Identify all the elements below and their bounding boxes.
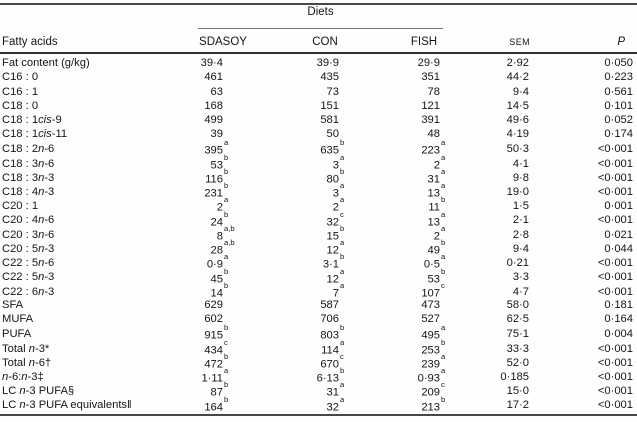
significance-superscript: a bbox=[340, 280, 345, 290]
table-row bbox=[0, 152, 637, 172]
column-header-fatty-acids: Fatty acids bbox=[2, 35, 58, 48]
significance-superscript: a bbox=[340, 394, 345, 404]
significance-superscript: b bbox=[224, 209, 229, 219]
value-p: 0·050 bbox=[604, 57, 633, 70]
significance-superscript: a bbox=[224, 138, 229, 148]
value-sdasoy: 602 bbox=[204, 313, 223, 326]
value-sdasoy: 116$^b$ bbox=[192, 170, 235, 186]
value-fish: 495$^a$ bbox=[351, 326, 452, 342]
row-label: n-6:n-3‡ bbox=[2, 371, 44, 384]
value-fish: 223$^a$ bbox=[351, 141, 452, 157]
value-fish: $0\cdot 5^a$ bbox=[351, 255, 452, 271]
value-p: <0·001 bbox=[597, 271, 633, 284]
significance-superscript: a bbox=[441, 351, 446, 361]
value-sdasoy: 231$^b$ bbox=[192, 184, 235, 200]
table-header-rule bbox=[0, 52, 637, 54]
value-fish: 13$^a$ bbox=[351, 184, 452, 200]
significance-superscript: a bbox=[340, 181, 345, 191]
row-label: C22 : 5n-6 bbox=[2, 257, 55, 270]
value-sem: 62·5 bbox=[506, 313, 529, 326]
value-sdasoy: 395$^a$ bbox=[192, 141, 235, 157]
table-row bbox=[0, 394, 637, 414]
value-p: <0·001 bbox=[597, 342, 633, 355]
table-bottom-rule bbox=[0, 414, 637, 416]
value-p: <0·001 bbox=[597, 257, 633, 270]
value-sdasoy: 434$^c$ bbox=[192, 341, 235, 357]
value-sdasoy: 63 bbox=[210, 85, 223, 98]
table-top-rule bbox=[0, 3, 637, 5]
significance-superscript: b bbox=[224, 394, 229, 404]
table-row bbox=[0, 280, 637, 300]
value-fish: 2$^a$ bbox=[351, 156, 452, 172]
significance-superscript: b bbox=[340, 138, 345, 148]
significance-superscript: b bbox=[224, 181, 229, 191]
row-label: Fat content (g/kg) bbox=[2, 57, 90, 70]
significance-superscript: b bbox=[224, 152, 229, 162]
row-label: PUFA bbox=[2, 328, 32, 341]
value-p: <0·001 bbox=[597, 285, 633, 298]
value-p: 0·223 bbox=[604, 71, 633, 84]
value-sem: 0·21 bbox=[506, 257, 529, 270]
value-fish: 31$^a$ bbox=[351, 170, 452, 186]
significance-superscript: b bbox=[340, 166, 345, 176]
value-con: 706 bbox=[320, 313, 339, 326]
value-sem: 9·4 bbox=[512, 242, 529, 255]
significance-superscript: a bbox=[340, 238, 345, 248]
table-row bbox=[0, 252, 637, 272]
table-row bbox=[0, 298, 637, 312]
value-p: <0·001 bbox=[597, 371, 633, 384]
significance-superscript: b bbox=[340, 366, 345, 376]
value-con: 2$^a$ bbox=[235, 198, 351, 214]
significance-superscript: b bbox=[340, 223, 345, 233]
value-fish: $0\cdot 93^a$ bbox=[351, 369, 452, 385]
value-sem: 9·8 bbox=[512, 171, 529, 184]
significance-superscript: a bbox=[441, 181, 446, 191]
value-con: 15$^b$ bbox=[235, 227, 351, 243]
value-fish: 239$^a$ bbox=[351, 355, 452, 371]
value-sem: 33·3 bbox=[506, 342, 529, 355]
value-sem: 19·0 bbox=[506, 185, 529, 198]
value-fish: 391 bbox=[421, 114, 440, 127]
value-p: 0·181 bbox=[604, 299, 633, 312]
value-fish: 29·9 bbox=[417, 57, 440, 70]
value-con: 3$^a$ bbox=[235, 184, 351, 200]
row-label: C16 : 1 bbox=[2, 85, 39, 98]
value-con: 435 bbox=[320, 71, 339, 84]
table-row bbox=[0, 223, 637, 243]
value-sem: 3·3 bbox=[512, 271, 529, 284]
value-sem: 4·19 bbox=[506, 128, 529, 141]
value-sem: 52·0 bbox=[506, 356, 529, 369]
value-p: 0·021 bbox=[604, 228, 633, 241]
significance-superscript: a bbox=[441, 366, 446, 376]
value-p: 0·004 bbox=[604, 328, 633, 341]
value-p: 0·052 bbox=[604, 114, 633, 127]
value-fish: 78 bbox=[427, 85, 440, 98]
value-sdasoy: 14$^b$ bbox=[192, 284, 235, 300]
value-sdasoy: 39 bbox=[210, 128, 223, 141]
value-sem: 0·185 bbox=[500, 371, 529, 384]
column-header-sem: SEM bbox=[509, 36, 530, 47]
significance-superscript: a bbox=[441, 209, 446, 219]
row-label: C18 : 1cis-11 bbox=[2, 128, 68, 141]
value-sem: 50·3 bbox=[506, 143, 529, 156]
significance-superscript: b bbox=[441, 337, 446, 347]
value-con: 151 bbox=[320, 99, 339, 112]
row-label: MUFA bbox=[2, 313, 34, 326]
significance-superscript: c bbox=[224, 337, 228, 347]
table-row bbox=[0, 238, 637, 257]
value-con: 32$^a$ bbox=[235, 398, 351, 414]
value-p: 0·561 bbox=[604, 85, 633, 98]
value-sdasoy: 87$^b$ bbox=[192, 383, 235, 399]
significance-superscript: b bbox=[340, 323, 345, 333]
column-header-con: CON bbox=[312, 35, 338, 48]
value-sdasoy: 28$^{a,b}$ bbox=[210, 238, 235, 257]
value-fish: 13$^a$ bbox=[351, 213, 452, 229]
table-row bbox=[0, 323, 637, 343]
value-fish: 107$^c$ bbox=[351, 284, 452, 300]
value-fish: 213$^b$ bbox=[351, 398, 452, 414]
significance-superscript: a bbox=[441, 252, 446, 262]
significance-superscript: a,b bbox=[224, 223, 235, 233]
value-p: 0·101 bbox=[604, 99, 633, 112]
value-sem: 14·5 bbox=[506, 99, 529, 112]
significance-superscript: c bbox=[340, 351, 344, 361]
value-fish: 253$^b$ bbox=[351, 341, 452, 357]
value-sem: 9·4 bbox=[512, 85, 529, 98]
value-fish: 53$^b$ bbox=[351, 270, 452, 286]
row-label: C22 : 5n-3 bbox=[2, 271, 55, 284]
value-con: 635$^b$ bbox=[235, 141, 351, 157]
row-label: C20 : 5n-3 bbox=[2, 242, 55, 255]
significance-superscript: a bbox=[441, 166, 446, 176]
table-row bbox=[0, 56, 637, 70]
value-con: 114$^a$ bbox=[235, 341, 351, 357]
significance-superscript: a bbox=[441, 152, 446, 162]
value-sdasoy: 2$^a$ bbox=[192, 198, 235, 214]
value-fish: 473 bbox=[421, 299, 440, 312]
value-p: <0·001 bbox=[597, 385, 633, 398]
row-label: C16 : 0 bbox=[2, 71, 39, 84]
significance-superscript: a,b bbox=[224, 238, 235, 248]
value-sem: 2·8 bbox=[512, 228, 529, 241]
table-row bbox=[0, 99, 637, 113]
row-label: C20 : 3n-6 bbox=[2, 228, 55, 241]
table-row bbox=[0, 70, 637, 84]
row-label: SFA bbox=[2, 299, 24, 312]
significance-superscript: a bbox=[340, 337, 345, 347]
row-label: LC n-3 PUFA equivalents‖ bbox=[2, 399, 132, 412]
value-fish: 2$^a$ bbox=[351, 227, 452, 243]
row-label: LC n-3 PUFA§ bbox=[2, 385, 75, 398]
row-label: C20 : 1 bbox=[2, 200, 39, 213]
value-sdasoy: 53$^b$ bbox=[192, 156, 235, 172]
value-sem: 2·92 bbox=[506, 57, 529, 70]
value-sdasoy: 164$^b$ bbox=[192, 398, 235, 414]
row-label: C18 : 1cis-9 bbox=[2, 114, 62, 127]
row-label: C18 : 3n-3 bbox=[2, 171, 55, 184]
value-con: 73 bbox=[326, 85, 339, 98]
significance-superscript: b bbox=[441, 394, 446, 404]
value-con: 50 bbox=[326, 128, 339, 141]
significance-superscript: a bbox=[224, 366, 229, 376]
table-row bbox=[0, 84, 637, 98]
significance-superscript: a bbox=[340, 152, 345, 162]
row-label: C18 : 2n-6 bbox=[2, 143, 55, 156]
table-row bbox=[0, 337, 637, 357]
table-body bbox=[0, 56, 637, 412]
significance-superscript: b bbox=[224, 266, 229, 276]
value-p: <0·001 bbox=[597, 356, 633, 369]
significance-superscript: a bbox=[340, 195, 345, 205]
table-row bbox=[0, 195, 637, 215]
value-con: 587 bbox=[320, 299, 339, 312]
value-p: <0·001 bbox=[597, 214, 633, 227]
value-con: 12$^a$ bbox=[235, 241, 351, 257]
significance-superscript: c bbox=[441, 280, 445, 290]
value-sem: 58·0 bbox=[506, 299, 529, 312]
significance-superscript: b bbox=[224, 323, 229, 333]
value-p: <0·001 bbox=[597, 143, 633, 156]
column-header-fish: FISH bbox=[410, 35, 438, 48]
value-p: <0·001 bbox=[597, 157, 633, 170]
significance-superscript: b bbox=[441, 238, 446, 248]
table-row bbox=[0, 380, 637, 400]
value-sdasoy: $1\cdot 11^a$ bbox=[192, 369, 235, 385]
significance-superscript: b bbox=[224, 351, 229, 361]
value-sdasoy: 629 bbox=[204, 299, 223, 312]
value-sdasoy: 499 bbox=[204, 114, 223, 127]
row-label: C18 : 0 bbox=[2, 99, 39, 112]
table-row bbox=[0, 351, 637, 371]
value-con: 80$^b$ bbox=[235, 170, 351, 186]
value-p: <0·001 bbox=[597, 171, 633, 184]
significance-superscript: c bbox=[340, 209, 344, 219]
value-sdasoy: 24$^b$ bbox=[192, 213, 235, 229]
value-con: 32$^c$ bbox=[235, 213, 351, 229]
value-fish: 351 bbox=[421, 71, 440, 84]
value-sdasoy: 461 bbox=[204, 71, 223, 84]
column-header-sdasoy: SDASOY bbox=[199, 35, 247, 48]
value-fish: 49$^b$ bbox=[351, 241, 452, 257]
value-con: 39·9 bbox=[316, 57, 339, 70]
significance-superscript: a bbox=[441, 323, 446, 333]
value-sdasoy: 472$^b$ bbox=[192, 355, 235, 371]
row-label: C20 : 4n-6 bbox=[2, 214, 55, 227]
row-label: C22 : 6n-3 bbox=[2, 285, 55, 298]
value-con: 7$^a$ bbox=[235, 284, 351, 300]
table-row bbox=[0, 127, 637, 141]
value-con: $3\cdot 1^b$ bbox=[235, 255, 351, 271]
value-sem: 17·2 bbox=[506, 399, 529, 412]
significance-superscript: b bbox=[441, 195, 446, 205]
row-label: Total n-3* bbox=[2, 342, 50, 355]
value-sdasoy: 45$^b$ bbox=[192, 270, 235, 286]
value-sdasoy: 8$^{a,b}$ bbox=[216, 223, 235, 243]
significance-superscript: a bbox=[340, 266, 345, 276]
table-row bbox=[0, 366, 637, 385]
value-sem: 4·1 bbox=[512, 157, 529, 170]
value-sem: 75·1 bbox=[506, 328, 529, 341]
significance-superscript: b bbox=[441, 266, 446, 276]
value-fish: 11$^b$ bbox=[351, 198, 452, 214]
value-sem: 15·0 bbox=[506, 385, 529, 398]
value-fish: 48 bbox=[427, 128, 440, 141]
value-fish: 527 bbox=[421, 313, 440, 326]
value-p: <0·001 bbox=[597, 399, 633, 412]
value-sdasoy: $0\cdot 9^a$ bbox=[192, 255, 235, 271]
table-row bbox=[0, 138, 637, 158]
significance-superscript: b bbox=[340, 252, 345, 262]
value-con: 581 bbox=[320, 114, 339, 127]
value-con: $6\cdot 13^b$ bbox=[235, 369, 351, 385]
significance-superscript: a bbox=[224, 195, 229, 205]
value-sem: 49·6 bbox=[506, 114, 529, 127]
significance-superscript: c bbox=[441, 380, 445, 390]
value-sem: 4·7 bbox=[512, 285, 529, 298]
row-label: C18 : 4n-3 bbox=[2, 185, 55, 198]
value-sem: 44·2 bbox=[506, 71, 529, 84]
significance-superscript: a bbox=[441, 223, 446, 233]
significance-superscript: b bbox=[224, 380, 229, 390]
significance-superscript: b bbox=[224, 166, 229, 176]
row-label: C18 : 3n-6 bbox=[2, 157, 55, 170]
value-fish: 209$^c$ bbox=[351, 383, 452, 399]
value-p: 0·174 bbox=[604, 128, 633, 141]
value-con: 670$^c$ bbox=[235, 355, 351, 371]
value-sem: 1·5 bbox=[512, 200, 529, 213]
value-fish: 121 bbox=[421, 99, 440, 112]
value-sdasoy: 168 bbox=[204, 99, 223, 112]
value-sdasoy: 915$^b$ bbox=[192, 326, 235, 342]
diets-spanner-label: Diets bbox=[307, 6, 334, 18]
value-p: 0·001 bbox=[604, 200, 633, 213]
column-header-p: P bbox=[617, 35, 625, 48]
significance-superscript: b bbox=[224, 280, 229, 290]
value-con: 31$^a$ bbox=[235, 383, 351, 399]
table-header-row bbox=[0, 33, 637, 50]
value-p: <0·001 bbox=[597, 185, 633, 198]
table-row bbox=[0, 181, 637, 200]
table-row bbox=[0, 266, 637, 286]
table-row bbox=[0, 312, 637, 326]
value-sem: 2·1 bbox=[512, 214, 529, 227]
value-p: 0·164 bbox=[604, 313, 633, 326]
diets-spanner-rule bbox=[198, 28, 443, 29]
value-sdasoy: 39·4 bbox=[200, 57, 223, 70]
value-con: 12$^a$ bbox=[235, 270, 351, 286]
row-label: Total n-6† bbox=[2, 356, 52, 369]
value-con: 803$^b$ bbox=[235, 326, 351, 342]
value-p: 0·044 bbox=[604, 242, 633, 255]
significance-superscript: a bbox=[340, 380, 345, 390]
significance-superscript: a bbox=[224, 252, 229, 262]
table-row bbox=[0, 166, 637, 186]
value-con: 3$^a$ bbox=[235, 156, 351, 172]
table-row bbox=[0, 113, 637, 127]
significance-superscript: a bbox=[441, 138, 446, 148]
